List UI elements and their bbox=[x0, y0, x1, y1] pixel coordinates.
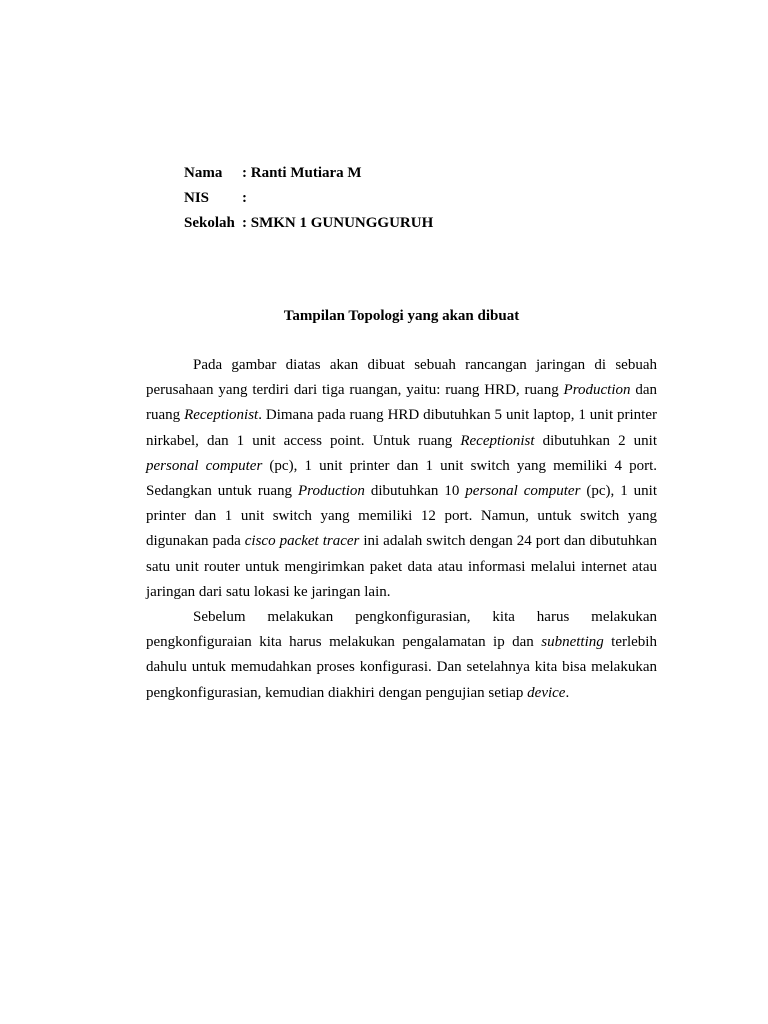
p1-text-4: dibutuhkan 2 unit bbox=[534, 432, 658, 449]
p1-text-8: ini adalah switch dengan 24 port dan dibutuhkan satu unit router untuk mengirimkan paket data atau informasi melalui internet atau jaringan dari satu lokasi ke jaringan lain. bbox=[146, 533, 657, 600]
p1-text-1: Pada gambar diatas akan dibuat sebuah rancangan jaringan di sebuah perusahaan yang terdiri dari tiga ruangan, yaitu: ruang HRD, ruang bbox=[146, 357, 657, 399]
p2-italic-2: device bbox=[527, 684, 566, 701]
sekolah-label: Sekolah bbox=[184, 215, 235, 231]
paragraph-2 bbox=[146, 605, 657, 706]
p1-italic-4: personal computer bbox=[146, 457, 263, 474]
body-text bbox=[146, 353, 657, 706]
identity-row-nis bbox=[184, 186, 433, 211]
p1-text-6: dibutuhkan 10 bbox=[364, 483, 466, 500]
p1-italic-5: Production bbox=[298, 483, 365, 500]
nama-value: : Ranti Mutiara M bbox=[242, 165, 362, 181]
p1-italic-6: personal computer bbox=[465, 483, 581, 500]
p1-text-2: dan ruang bbox=[146, 382, 657, 424]
paragraph-1 bbox=[146, 353, 657, 605]
p1-text-5: (pc), 1 unit printer dan 1 unit switch yang memiliki 4 port. Sedangkan untuk ruang bbox=[146, 457, 658, 500]
identity-row-nama bbox=[184, 161, 433, 186]
nis-label: NIS bbox=[184, 190, 210, 206]
identity-block bbox=[184, 161, 433, 236]
p1-italic-3: Receptionist bbox=[460, 432, 535, 449]
p1-text-3: . Dimana pada ruang HRD dibutuhkan 5 unit laptop, 1 unit printer nirkabel, dan 1 unit access point. Untuk ruang bbox=[146, 407, 658, 449]
p2-text-2: terlebih dahulu untuk memudahkan proses konfigurasi. Dan setelahnya kita bisa melakukan pengkonfigurasian, kemudian diakhiri dengan pengujian setiap bbox=[146, 634, 657, 701]
p2-italic-1: subnetting bbox=[541, 634, 604, 651]
p2-text-1: Sebelum melakukan pengkonfigurasian, kita harus melakukan pengkonfiguraian kita harus melakukan pengalamatan ip dan bbox=[146, 609, 657, 651]
p1-text-7: (pc), 1 unit printer dan 1 unit switch yang memiliki 12 port. Namun, untuk switch yang digunakan pada bbox=[146, 483, 657, 550]
nama-label: Nama bbox=[184, 165, 223, 181]
nis-value: : bbox=[242, 190, 247, 206]
identity-row-sekolah bbox=[184, 211, 433, 236]
p2-text-3: . bbox=[565, 684, 570, 701]
p1-italic-7: cisco packet tracer bbox=[244, 533, 360, 550]
p1-italic-2: Receptionist bbox=[184, 407, 259, 424]
section-title: Tampilan Topologi yang akan dibuat bbox=[283, 308, 520, 324]
p1-italic-1: Production bbox=[563, 382, 631, 399]
sekolah-value: : SMKN 1 GUNUNGGURUH bbox=[242, 215, 434, 231]
